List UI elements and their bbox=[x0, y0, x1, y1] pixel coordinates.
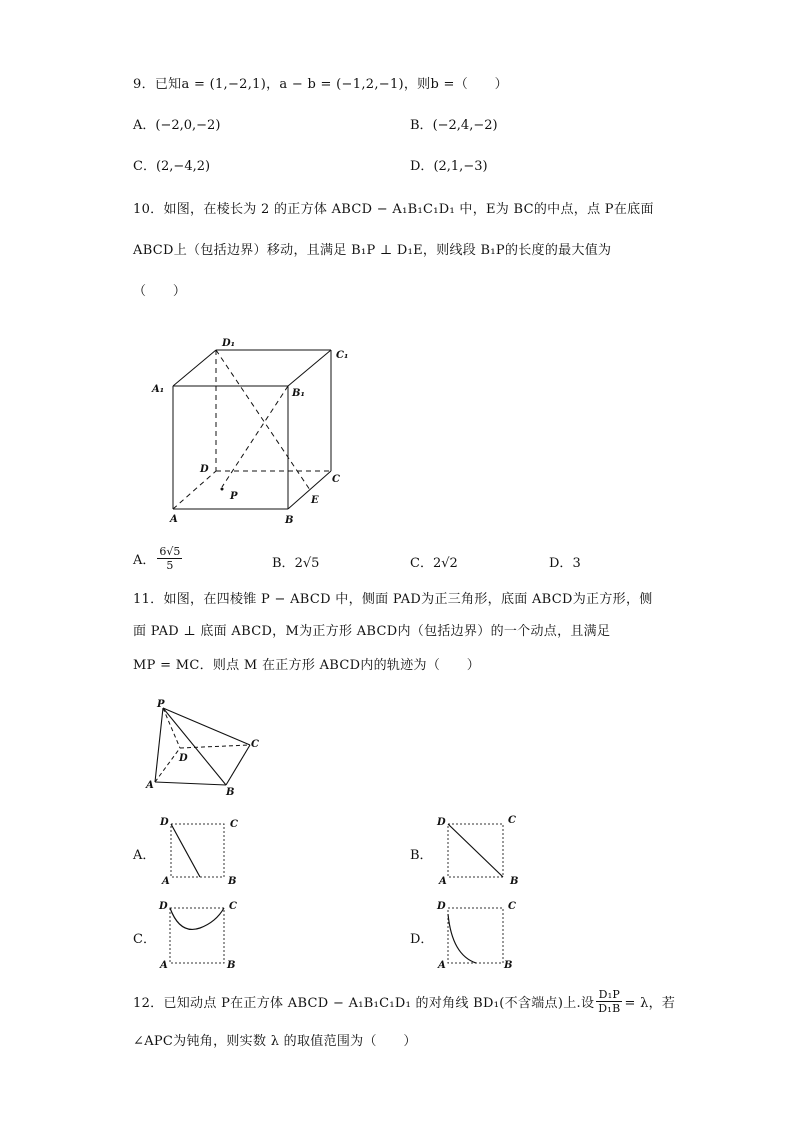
q9-option-a bbox=[133, 114, 220, 133]
q11-option-b-figure bbox=[432, 812, 522, 887]
q12-stem-line1 bbox=[133, 988, 675, 1015]
label-a1: A₁ bbox=[152, 384, 165, 395]
option-value: (−2,4,−2) bbox=[432, 118, 498, 133]
option-fraction bbox=[157, 545, 182, 572]
trajectory-segment bbox=[448, 824, 503, 877]
option-label: B． bbox=[272, 556, 295, 571]
label-c: C bbox=[332, 474, 340, 485]
label-a: A bbox=[160, 960, 168, 971]
option-label: D． bbox=[549, 556, 573, 571]
label-a: A bbox=[170, 514, 178, 525]
label-d: D bbox=[160, 817, 169, 828]
q11-option-c bbox=[133, 928, 156, 947]
label-a: A bbox=[146, 780, 154, 791]
label-b: B bbox=[228, 876, 237, 887]
q9-option-c bbox=[133, 155, 210, 174]
option-label: D． bbox=[410, 159, 434, 174]
label-b: B bbox=[227, 960, 236, 971]
q11-stem-line2: 面 PAD ⊥ 底面 ABCD，M为正方形 ABCD内（包括边界）的一个动点，且满足 bbox=[133, 624, 611, 639]
label-d: D bbox=[437, 817, 446, 828]
label-b: B bbox=[226, 787, 235, 798]
option-label: A． bbox=[133, 118, 156, 133]
label-c1: C₁ bbox=[336, 350, 349, 361]
option-value: 2√5 bbox=[294, 556, 320, 571]
q10-stem-line2: ABCD上（包括边界）移动，且满足 B₁P ⊥ D₁E，则线段 B₁P的长度的最大值为 bbox=[133, 243, 612, 258]
q10-stem-line3: （ ） bbox=[133, 284, 187, 299]
label-d: D bbox=[200, 464, 209, 475]
label-c: C bbox=[251, 739, 259, 750]
label-d: D bbox=[179, 753, 188, 764]
option-label: B． bbox=[410, 848, 433, 863]
q12-fraction bbox=[596, 988, 622, 1015]
label-b: B bbox=[504, 960, 513, 971]
q11-option-d-figure bbox=[432, 896, 522, 971]
label-a: A bbox=[439, 876, 447, 887]
q11-option-a bbox=[133, 844, 155, 863]
q12-stem-part-b: = λ，若 bbox=[624, 996, 676, 1011]
option-value: 3 bbox=[572, 556, 581, 571]
label-b: B bbox=[285, 515, 294, 526]
label-b: B bbox=[510, 876, 519, 887]
fraction-numerator: D₁P bbox=[596, 988, 622, 1002]
q11-option-d bbox=[410, 928, 433, 947]
trajectory-arc bbox=[448, 914, 476, 963]
point-p bbox=[221, 488, 224, 491]
q11-option-a-figure bbox=[155, 812, 245, 887]
trajectory-arc bbox=[170, 908, 224, 929]
fraction-denominator: D₁B bbox=[598, 1002, 621, 1015]
label-d1: D₁ bbox=[222, 338, 236, 349]
label-e: E bbox=[311, 495, 319, 506]
label-d: D bbox=[159, 901, 168, 912]
label-p: P bbox=[157, 699, 165, 710]
q10-stem-line1: 10．如图，在棱长为 2 的正方体 ABCD − A₁B₁C₁D₁ 中，E为 BC的中点，点 P在底面 bbox=[133, 202, 654, 217]
q9-stem: 9．已知a = (1,−2,1)，a − b = (−1,2,−1)，则b =（ ） bbox=[133, 77, 508, 92]
option-label: A． bbox=[133, 848, 156, 863]
option-value: (2,−4,2) bbox=[155, 159, 211, 174]
q9-option-d bbox=[410, 155, 488, 174]
label-p: P bbox=[230, 491, 238, 502]
q10-option-b bbox=[272, 552, 319, 571]
label-a: A bbox=[162, 876, 170, 887]
option-value: (2,1,−3) bbox=[433, 159, 488, 174]
label-c: C bbox=[508, 901, 516, 912]
option-value: (−2,0,−2) bbox=[155, 118, 221, 133]
option-label: C． bbox=[133, 932, 156, 947]
q11-option-c-figure bbox=[155, 896, 245, 971]
option-value: 2√2 bbox=[432, 556, 458, 571]
option-label: A． bbox=[133, 553, 156, 568]
q11-option-b bbox=[410, 844, 433, 863]
q10-cube-figure bbox=[145, 330, 375, 535]
q10-option-c bbox=[410, 552, 458, 571]
option-label: B． bbox=[410, 118, 433, 133]
option-label: C． bbox=[410, 556, 433, 571]
label-b1: B₁ bbox=[292, 388, 305, 399]
trajectory-segment bbox=[171, 824, 200, 877]
q10-option-a bbox=[133, 545, 184, 572]
label-c: C bbox=[508, 815, 516, 826]
label-c: C bbox=[230, 819, 238, 830]
q12-stem-part-a: 12．已知动点 P在正方体 ABCD − A₁B₁C₁D₁ 的对角线 BD₁(不含端点)上.设 bbox=[133, 996, 595, 1011]
q12-stem-line2: ∠APC为钝角，则实数 λ 的取值范围为（ ） bbox=[133, 1034, 417, 1049]
fraction-denominator: 5 bbox=[166, 559, 174, 572]
q11-stem-line1: 11．如图，在四棱锥 P − ABCD 中，侧面 PAD为正三角形，底面 ABCD为正方形，侧 bbox=[133, 592, 653, 607]
q9-option-b bbox=[410, 114, 498, 133]
label-d: D bbox=[437, 901, 446, 912]
q11-pyramid-figure bbox=[140, 695, 270, 800]
option-label: D． bbox=[410, 932, 434, 947]
label-c: C bbox=[229, 901, 237, 912]
q10-option-d bbox=[549, 552, 581, 571]
q11-stem-line3: MP = MC．则点 M 在正方形 ABCD内的轨迹为（ ） bbox=[133, 658, 481, 673]
option-label: C． bbox=[133, 159, 156, 174]
label-a: A bbox=[438, 960, 446, 971]
fraction-numerator: 6√5 bbox=[159, 545, 181, 558]
